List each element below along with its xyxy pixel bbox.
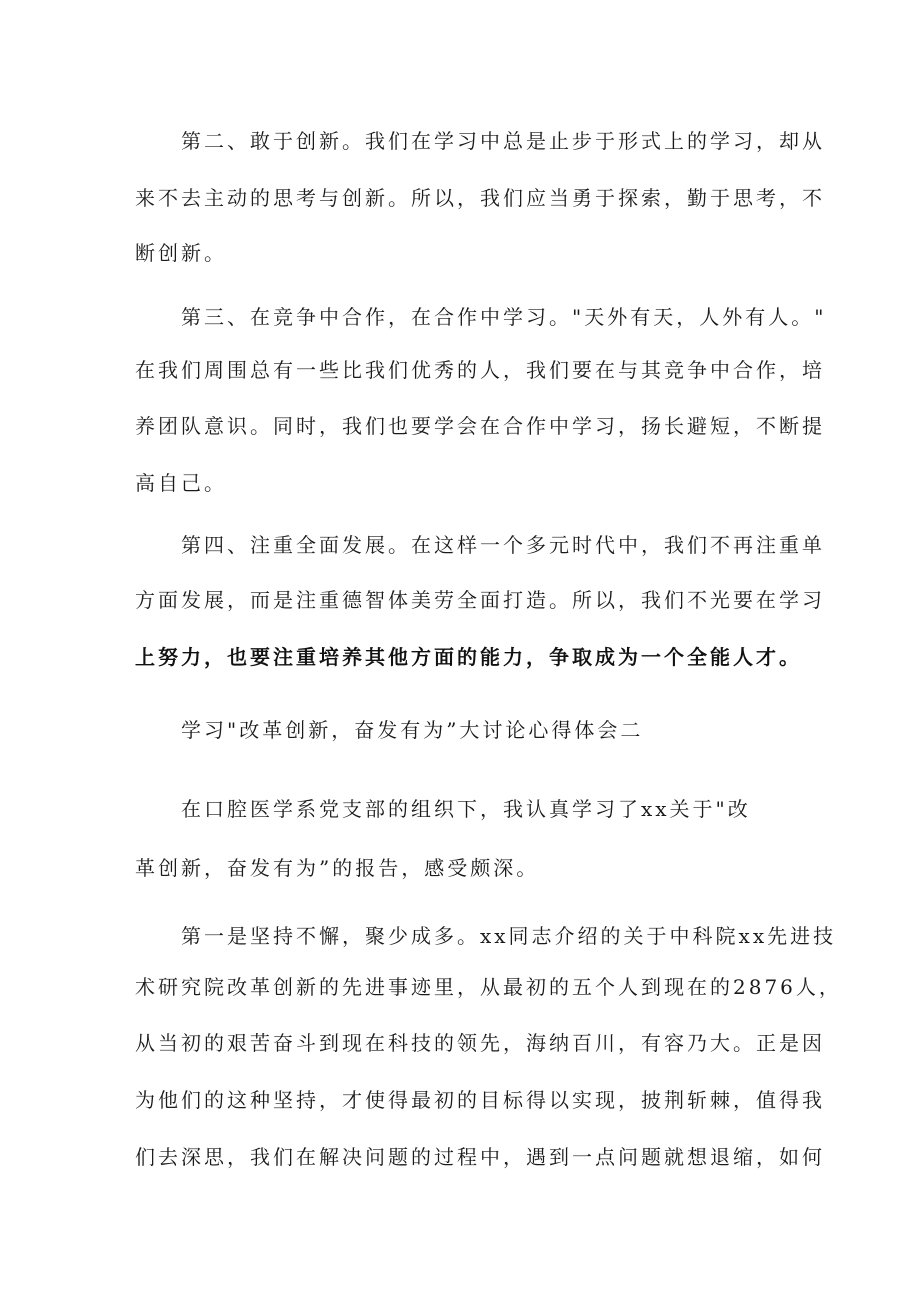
section-heading-text: 学习"改革创新，奋发有为”大讨论心得体会二: [181, 718, 644, 742]
text-line: 方面发展，而是注重德智体美劳全面打造。所以，我们不光要在学习: [135, 588, 825, 612]
text-line: 在口腔医学系党支部的组织下，我认真学习了xx关于"改: [181, 797, 751, 821]
text-line: 高自己。: [135, 471, 227, 495]
text-line: 养团队意识。同时，我们也要学会在合作中学习，扬长避短，不断提: [135, 414, 825, 438]
text-line: 术研究院改革创新的先进事迹里，从最初的五个人到现在的2876人，: [135, 975, 842, 999]
text-line: 从当初的艰苦奋斗到现在科技的领先，海纳百川，有容乃大。正是因: [135, 1031, 825, 1055]
text-line: 断创新。: [135, 241, 227, 265]
text-line: 来不去主动的思考与创新。所以，我们应当勇于探索，勤于思考，不: [135, 186, 825, 210]
text-line: 们去深思，我们在解决问题的过程中，遇到一点问题就想退缩，如何: [135, 1145, 825, 1169]
text-line: 在我们周围总有一些比我们优秀的人，我们要在与其竞争中合作，培: [135, 358, 825, 382]
text-line: 第一是坚持不懈，聚少成多。xx同志介绍的关于中科院xx先进技: [181, 924, 837, 948]
text-line: 第二、敢于创新。我们在学习中总是止步于形式上的学习，却从: [181, 129, 825, 153]
text-line: 第三、在竞争中合作，在合作中学习。"天外有天，人外有人。": [181, 305, 827, 329]
text-line: 第四、注重全面发展。在这样一个多元时代中，我们不再注重单: [181, 533, 825, 557]
text-line: 革创新，奋发有为”的报告，感受颇深。: [135, 856, 540, 880]
text-line: 为他们的这种坚持，才使得最初的目标得以实现，披荆斩棘，值得我: [135, 1088, 825, 1112]
text-line: 上努力，也要注重培养其他方面的能力，争取成为一个全能人才。: [135, 645, 802, 669]
